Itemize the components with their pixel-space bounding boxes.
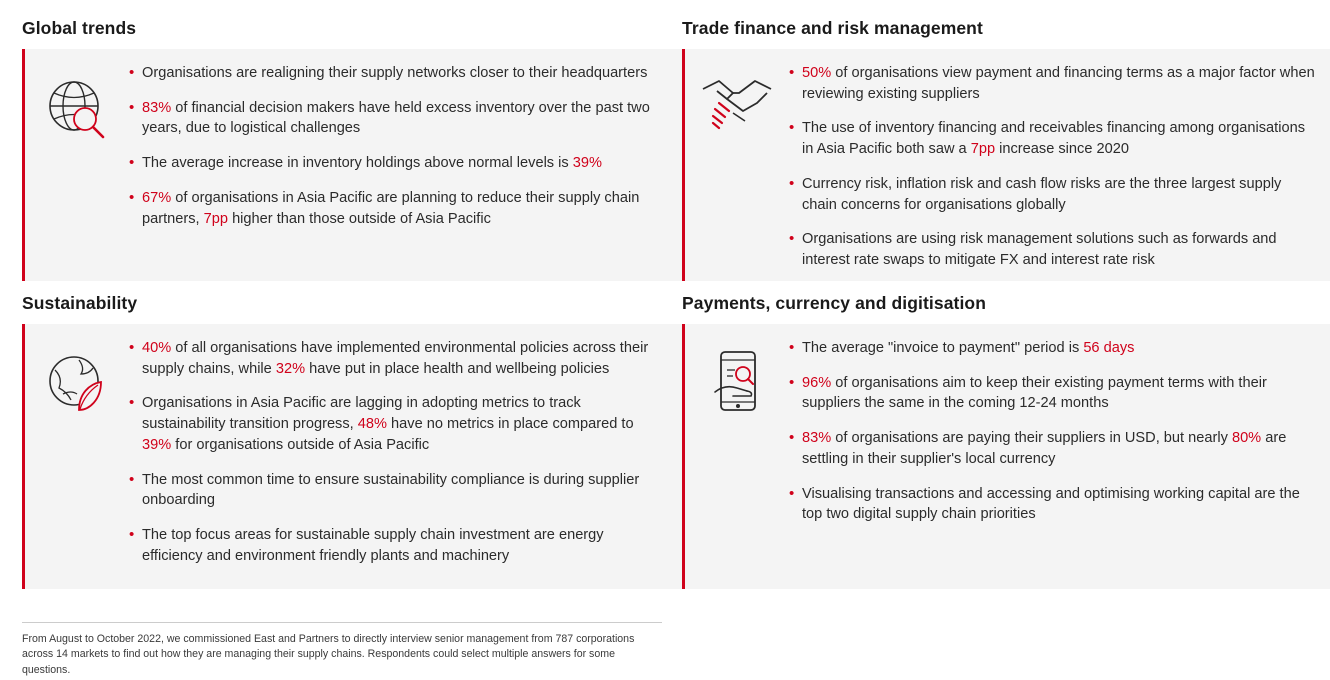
list-item: • Organisations in Asia Pacific are lagging in adopting metrics to track sustainability transition progress, 48% have no metrics in place compared to 39% for organisations outside of Asia Pacific [129,393,658,455]
sections-grid [22,10,1315,593]
panel-body-sustainability [129,338,668,566]
section-title-global-trends: Global trends [22,18,137,38]
panel-body-global-trends [129,63,668,229]
list-item: • 50% of organisations view payment and financing terms as a major factor when reviewing existing suppliers [789,63,1318,104]
panel-trade-finance [682,49,1330,281]
section-sustainability [22,285,682,589]
panel-global-trends [22,49,682,281]
bullet-list-sustainability [129,338,658,566]
panel-body-trade-finance [789,63,1328,271]
bullet-list-trade-finance [789,63,1318,271]
globe-magnifier-icon [25,63,129,145]
section-title-sustainability: Sustainability [22,293,138,313]
list-item: • The top focus areas for sustainable supply chain investment are energy efficiency and environment friendly plants and machinery [129,525,658,566]
panel-body-payments [789,338,1328,525]
right-column [682,10,1330,593]
handshake-icon [685,63,789,137]
section-global-trends [22,10,682,281]
list-item: • The average increase in inventory holdings above normal levels is 39% [129,153,658,174]
list-item: • 67% of organisations in Asia Pacific are planning to reduce their supply chain partners, 7pp higher than those outside of Asia Pacific [129,188,658,229]
list-item: • 40% of all organisations have implemented environmental policies across their supply chains, while 32% have put in place health and wellbeing policies [129,338,658,379]
panel-sustainability [22,324,682,589]
globe-leaf-icon [25,338,129,420]
bullet-list-global-trends [129,63,658,229]
section-title-payments: Payments, currency and digitisation [682,293,986,313]
list-item: • Organisations are using risk management solutions such as forwards and interest rate swaps to mitigate FX and interest rate risk [789,229,1318,270]
list-item: • The average "invoice to payment" period is 56 days [789,338,1318,359]
list-item: • Organisations are realigning their supply networks closer to their headquarters [129,63,658,84]
footnote: From August to October 2022, we commissioned East and Partners to directly interview senior management from 787 corporations across 14 markets to find out how they are managing their supply chains. Respondents could select multiple answers for some questions. [22,632,662,678]
list-item: • Currency risk, inflation risk and cash flow risks are the three largest supply chain concerns for organisations globally [789,174,1318,215]
list-item: • 83% of financial decision makers have held excess inventory over the past two years, due to logistical challenges [129,98,658,139]
list-item: • The most common time to ensure sustainability compliance is during supplier onboarding [129,470,658,511]
section-payments [682,285,1330,589]
bullet-list-payments [789,338,1318,525]
list-item: • 96% of organisations aim to keep their existing payment terms with their suppliers the same in the coming 12-24 months [789,373,1318,414]
section-trade-finance [682,10,1330,281]
section-title-trade-finance: Trade finance and risk management [682,18,983,38]
mobile-payment-icon [685,338,789,420]
list-item: • Visualising transactions and accessing and optimising working capital are the top two digital supply chain priorities [789,484,1318,525]
panel-payments [682,324,1330,589]
left-column [22,10,682,593]
list-item: • The use of inventory financing and receivables financing among organisations in Asia Pacific both saw a 7pp increase since 2020 [789,118,1318,159]
list-item: • 83% of organisations are paying their suppliers in USD, but nearly 80% are settling in their supplier's local currency [789,428,1318,469]
